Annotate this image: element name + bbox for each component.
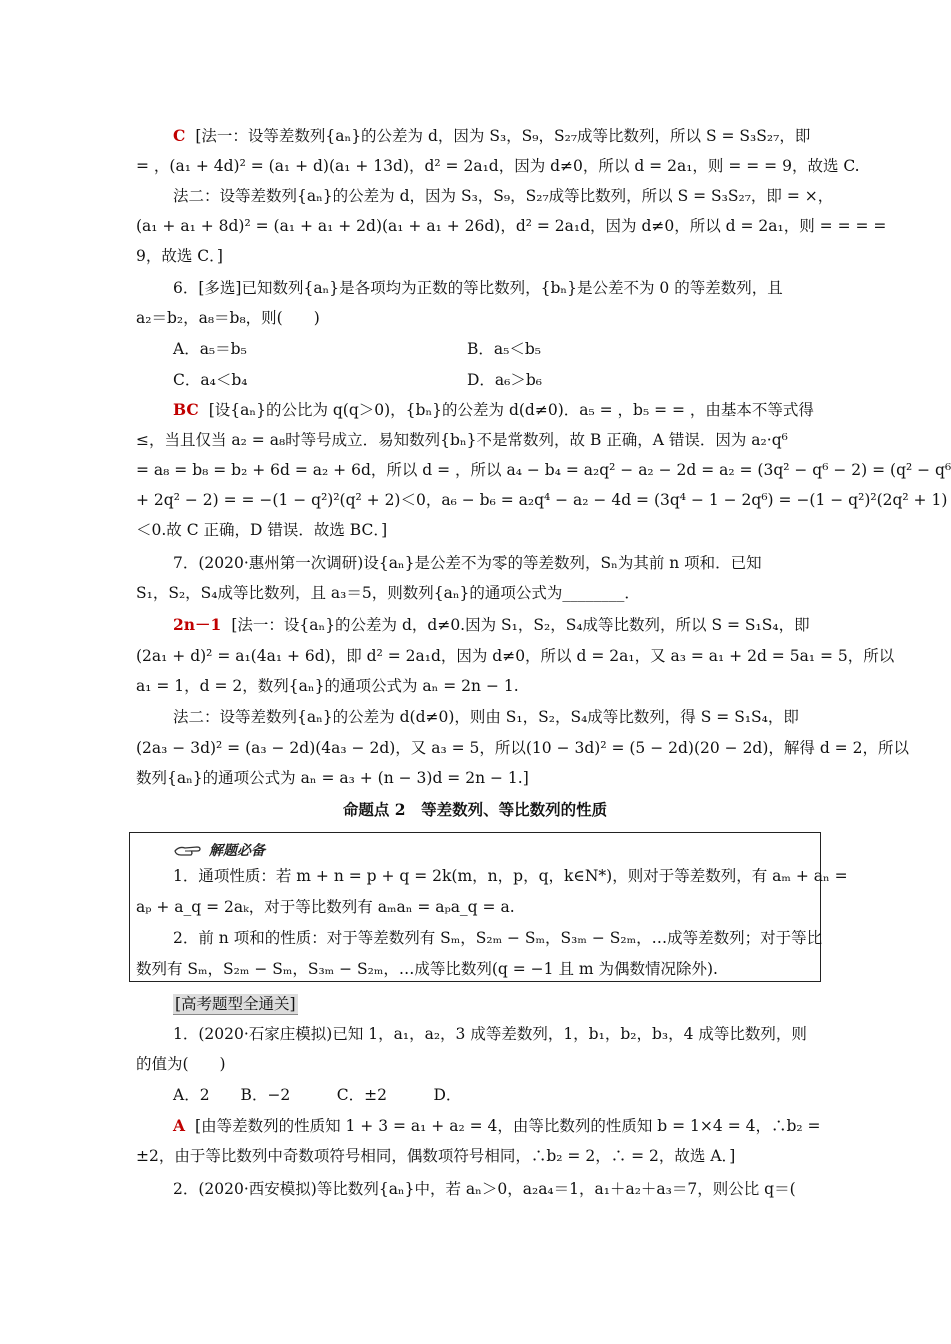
line-text: 法二：设等差数列{aₙ}的公差为 d，因为 S₃，S₉，S₂₇成等比数列，所以 S = S₃S₂₇，即 = ×， (173, 187, 834, 205)
tip-line: 1．通项性质：若 m + n = p + q = 2k(m，n，p，q，k∈N*)，则对于等差数列，有 aₘ + aₙ = (173, 867, 848, 885)
text-line (136, 646, 895, 666)
text-line (173, 1024, 816, 1044)
text-line (173, 126, 816, 146)
line-text: ≤，当且仅当 a₂ = a₈时等号成立．易知数列{bₙ}不是常数列，故 B 正确，A 错误．因为 a₂·q⁶ (136, 431, 788, 449)
line-text: = ，(a₁ + 4d)² = (a₁ + d)(a₁ + 13d)，d² = 2a₁d，因为 d≠0，所以 d = 2a₁，则 = = = 9，故选 C. (136, 157, 860, 175)
line-text: 数列{aₙ}的通项公式为 aₙ = a₃ + (n − 3)d = 2n − 1.] (136, 769, 529, 787)
choice-option: D．a₆＞b₆ (467, 371, 543, 389)
text-line (136, 308, 816, 328)
answer-label: A (173, 1116, 186, 1135)
line-text: ＜0.故 C 正确，D 错误．故选 BC．] (136, 521, 388, 539)
line-text: 6．[多选]已知数列{aₙ}是各项均为正数的等比数列，{bₙ}是公差不为 0 的等差数列，且 (173, 279, 783, 297)
text-line (136, 1054, 816, 1074)
answer-label: 2n－1 (173, 615, 222, 634)
text-line (136, 460, 951, 480)
text-line (136, 738, 909, 758)
answer-label: C (173, 126, 186, 145)
text-line (173, 707, 816, 727)
text-line (136, 490, 948, 510)
line-text: [法一：设等差数列{aₙ}的公差为 d，因为 S₃，S₉，S₂₇成等比数列，所以 S = S₃S₂₇，即 (195, 127, 811, 145)
text-line (136, 216, 887, 236)
text-line (136, 676, 816, 696)
line-text: 7．(2020·惠州第一次调研)设{aₙ}是公差不为零的等差数列，Sₙ为其前 n 项和．已知 (173, 554, 762, 572)
text-line (173, 400, 816, 420)
text-line (136, 1146, 816, 1166)
line-text: A．2 B．−2 C．±2 D． (173, 1086, 462, 1104)
text-line (173, 1179, 816, 1199)
tip-line: 数列有 Sₘ，S₂ₘ − Sₘ，S₃ₘ − S₂ₘ，…成等比数列(q = −1 且 m 为偶数情况除外). (136, 960, 718, 978)
text-line (173, 1085, 816, 1105)
line-text: 9，故选 C．] (136, 247, 223, 265)
choice-option: C．a₄＜b₄ (173, 371, 248, 389)
line-text: ±2，由于等比数列中奇数项符号相同，偶数项符号相同，∴b₂ = 2，∴ = 2，故选 A．] (136, 1147, 736, 1165)
line-text: = a₈ = b₈ = b₂ + 6d = a₂ + 6d，所以 d = ，所以 a₄ − b₄ = a₂q² − a₂ − 2d = a₂ = (3q² − q⁶ − 2) = (q² − q⁶ (136, 461, 951, 479)
text-line (136, 430, 816, 450)
line-text: [法一：设{aₙ}的公差为 d，d≠0.因为 S₁，S₂，S₄成等比数列，所以 S = S₁S₄，即 (231, 616, 810, 634)
tip-line: 2．前 n 项和的性质：对于等差数列有 Sₘ，S₂ₘ − Sₘ，S₃ₘ − S₂ₘ，…成等差数列；对于等比 (173, 929, 823, 947)
line-text: S₁，S₂，S₄成等比数列，且 a₃＝5，则数列{aₙ}的通项公式为________． (136, 584, 640, 602)
choice-option: B．a₅＜b₅ (467, 340, 541, 358)
text-line (136, 246, 816, 266)
answer-label: BC (173, 400, 199, 419)
line-text: 的值为( ) (136, 1055, 226, 1073)
line-text: [由等差数列的性质知 1 + 3 = a₁ + a₂ = 4，由等比数列的性质知 b = 1×4 = 4，∴b₂ = (195, 1117, 821, 1135)
text-line (173, 553, 816, 573)
line-text: 1．(2020·石家庄模拟)已知 1，a₁，a₂，3 成等差数列，1，b₁，b₂，b₃，4 成等比数列，则 (173, 1025, 807, 1043)
text-line (136, 520, 816, 540)
text-line (173, 278, 816, 298)
text-line (136, 583, 816, 603)
text-line (173, 1116, 821, 1136)
line-text: 法二：设等差数列{aₙ}的公差为 d(d≠0)，则由 S₁，S₂，S₄成等比数列，得 S = S₁S₄，即 (173, 708, 799, 726)
text-line (173, 186, 834, 206)
hand-pointer-icon (173, 842, 203, 858)
section-heading: 命题点 2 等差数列、等比数列的性质 (342, 800, 608, 819)
line-text: (2a₁ + d)² = a₁(4a₁ + 6d)，即 d² = 2a₁d，因为 d≠0，所以 d = 2a₁，又 a₃ = a₁ + 2d = 5a₁ = 5，所以 (136, 647, 895, 665)
line-text: (a₁ + a₁ + 8d)² = (a₁ + a₁ + 2d)(a₁ + a₁ + 26d)，d² = 2a₁d，因为 d≠0，所以 d = 2a₁，则 = = = = (136, 217, 887, 235)
line-text: (2a₃ − 3d)² = (a₃ − 2d)(4a₃ − 2d)，又 a₃ = 5，所以(10 − 3d)² = (5 − 2d)(20 − 2d)，解得 d = 2，所以 (136, 739, 909, 757)
line-text: a₁ = 1，d = 2，数列{aₙ}的通项公式为 aₙ = 2n − 1. (136, 677, 519, 695)
line-text: 2．(2020·西安模拟)等比数列{aₙ}中，若 aₙ＞0，a₂a₄＝1，a₁＋a₂＋a₃＝7，则公比 q＝( (173, 1180, 796, 1198)
tips-badge (173, 840, 265, 860)
section-tag: [高考题型全通关] (175, 995, 296, 1013)
choice-option: A．a₅＝b₅ (173, 340, 247, 358)
line-text: a₂＝b₂，a₈＝b₈，则( ) (136, 309, 320, 327)
text-line (136, 768, 816, 788)
text-line (136, 156, 860, 176)
line-text: [设{aₙ}的公比为 q(q＞0)，{bₙ}的公差为 d(d≠0)．a₅ = ，b₅ = = ，由基本不等式得 (208, 401, 814, 419)
tip-line: aₚ + a_q = 2aₖ，对于等比数列有 aₘaₙ = aₚa_q = a. (136, 898, 515, 916)
tips-badge-label: 解题必备 (209, 843, 265, 859)
text-line (173, 615, 816, 635)
line-text: + 2q² − 2) = = −(1 − q²)²(q² + 2)＜0，a₆ − b₆ = a₂q⁴ − a₂ − 4d = (3q⁴ − 1 − 2q⁶) = −(1 − q²)²(2q² + 1) (136, 491, 948, 509)
